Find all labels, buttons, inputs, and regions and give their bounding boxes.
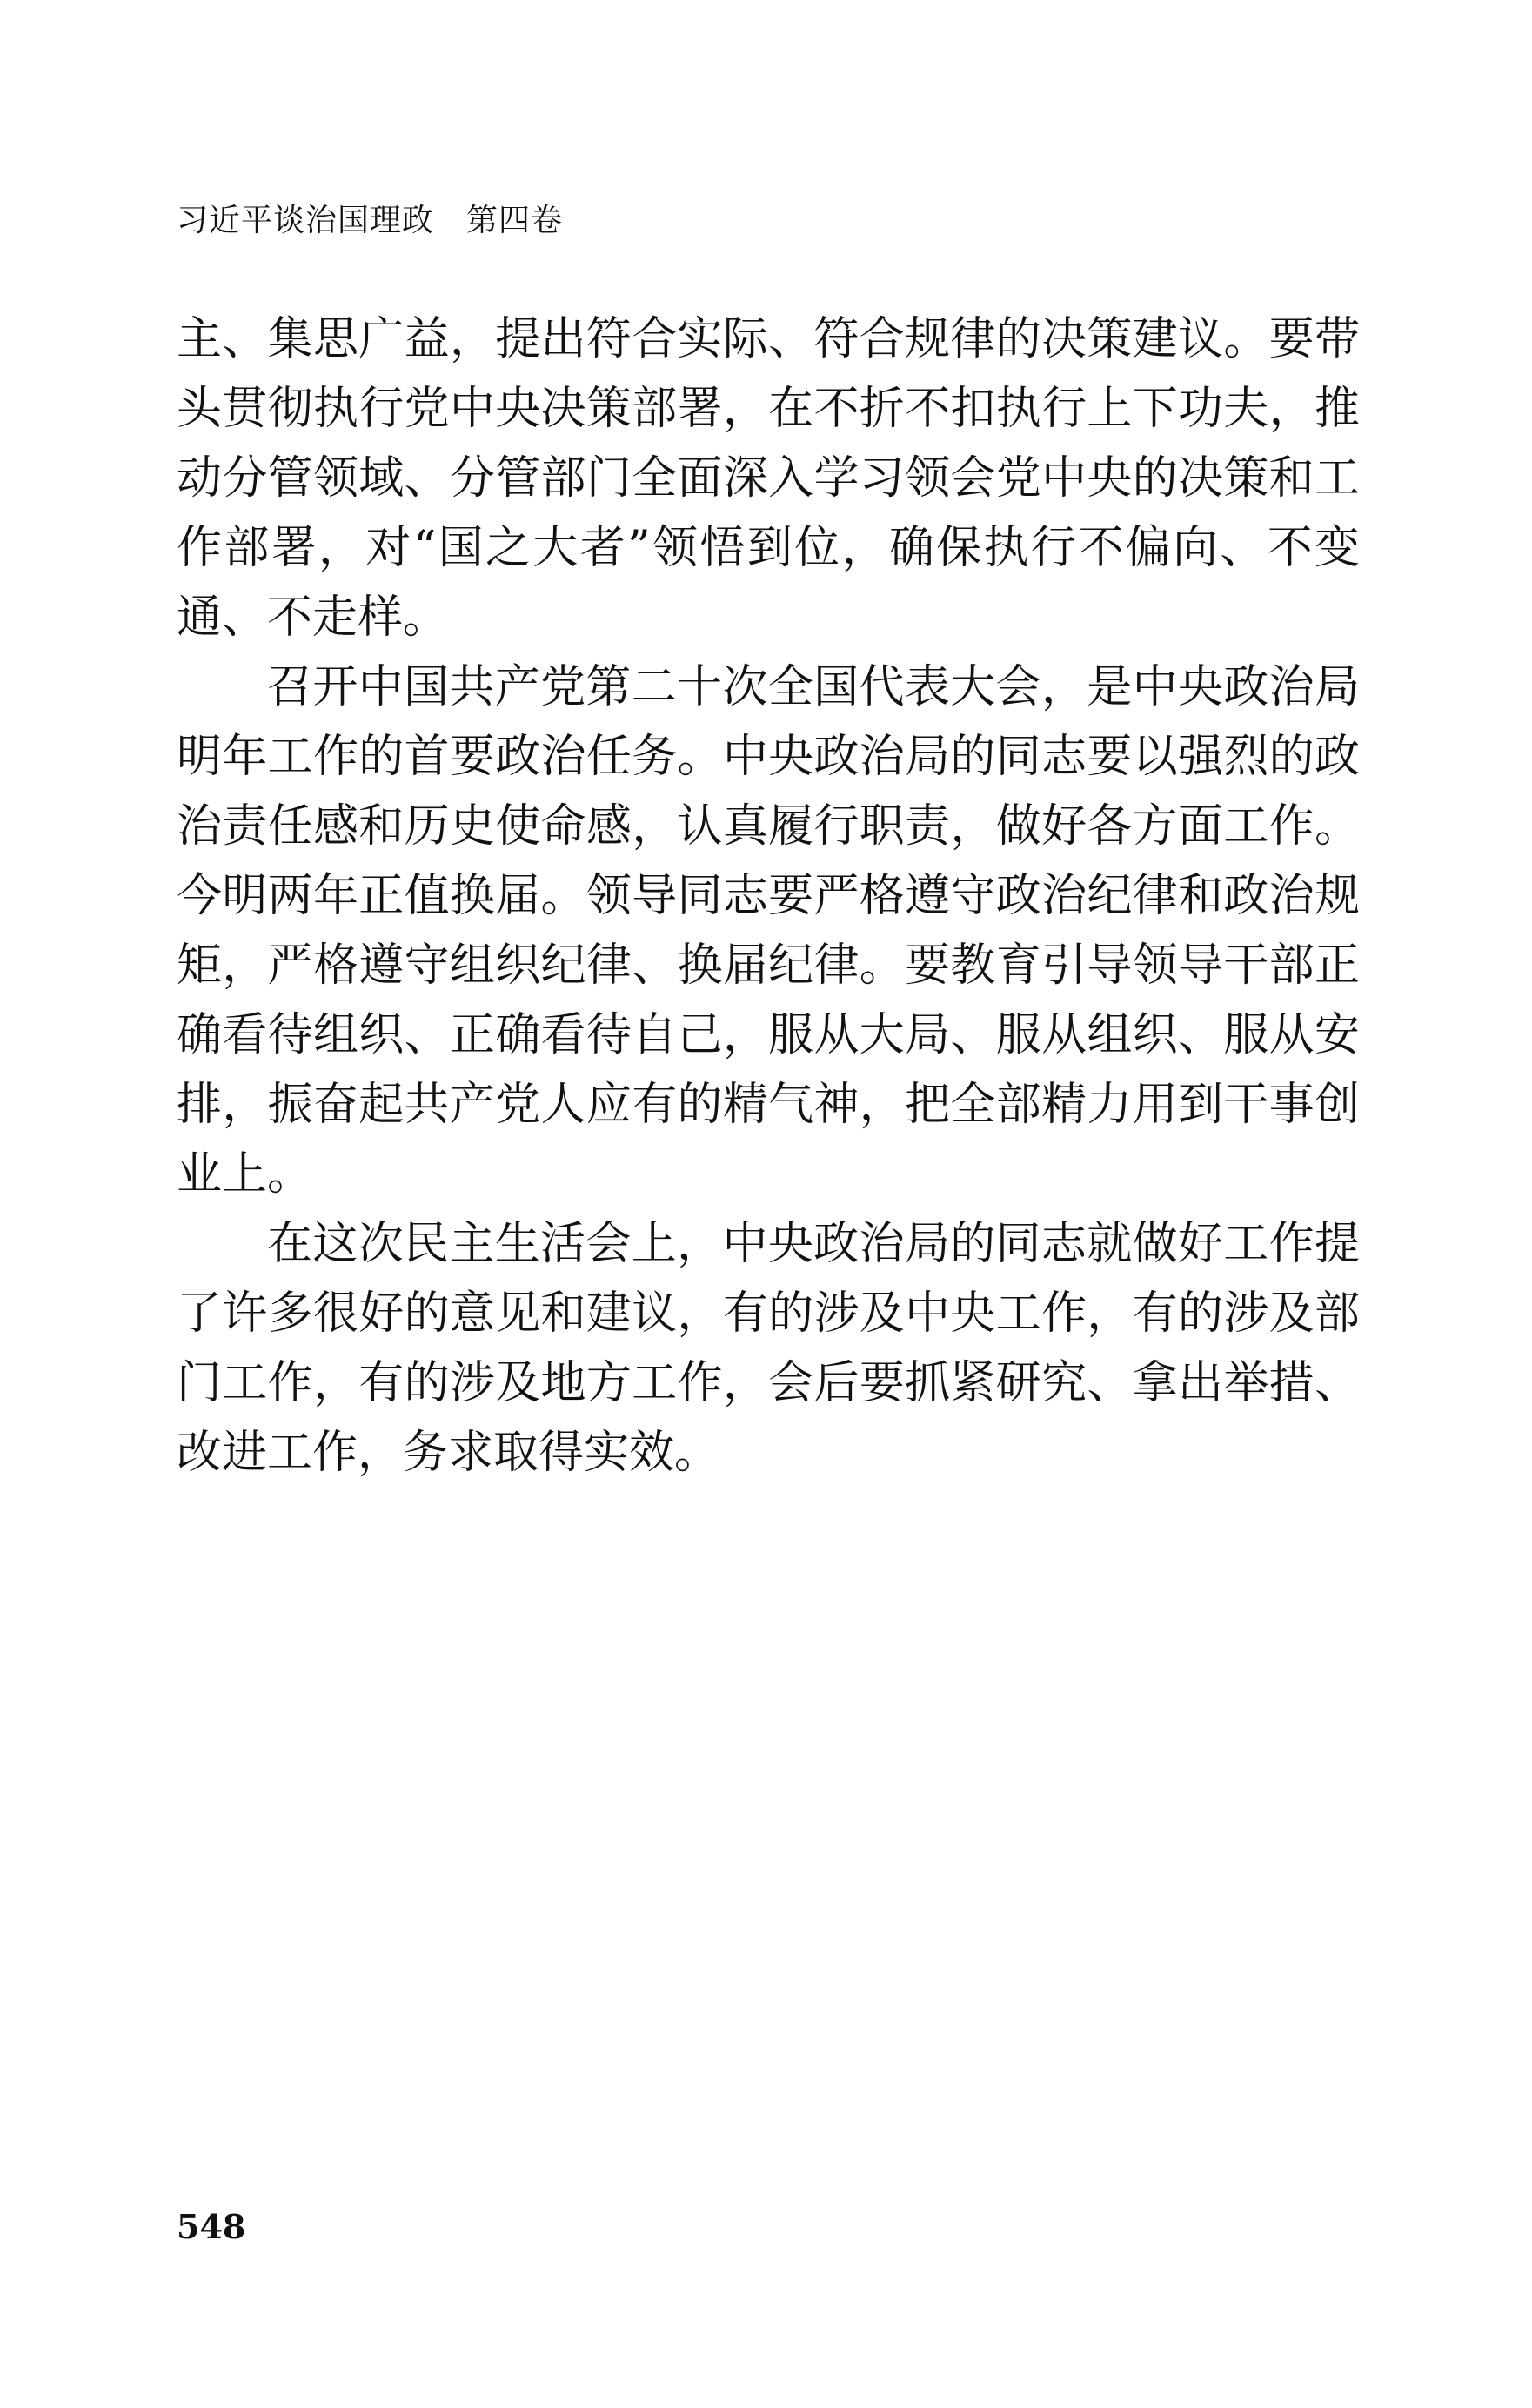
body-text: [177, 304, 1360, 1488]
paragraph-democratic-meeting: 在这次民主生活会上，中央政治局的同志就做好工作提了许多很好的意见和建议，有的涉及中央工作，有的涉及部门工作，有的涉及地方工作，会后要抓紧研究、拿出举措、改进工作，务求取得实效。: [177, 1218, 1360, 1479]
page-number: 548: [177, 2207, 246, 2246]
running-header: 习近平谈治国理政 第四卷: [177, 203, 564, 238]
paragraph-continued: 主、集思广益，提出符合实际、符合规律的决策建议。要带头贯彻执行党中央决策部署，在不折不扣执行上下功夫，推动分管领域、分管部门全面深入学习领会党中央的决策和工作部署，对“国之大者”领悟到位，确保执行不偏向、不变通、不走样。: [177, 313, 1360, 644]
paragraph-party-congress: 召开中国共产党第二十次全国代表大会，是中央政治局明年工作的首要政治任务。中央政治局的同志要以强烈的政治责任感和历史使命感，认真履行职责，做好各方面工作。今明两年正值换届。领导同志要严格遵守政治纪律和政治规矩，严格遵守组织纪律、换届纪律。要教育引导领导干部正确看待组织、正确看待自己，服从大局、服从组织、服从安排，振奋起共产党人应有的精气神，把全部精力用到干事创业上。: [177, 661, 1360, 1201]
